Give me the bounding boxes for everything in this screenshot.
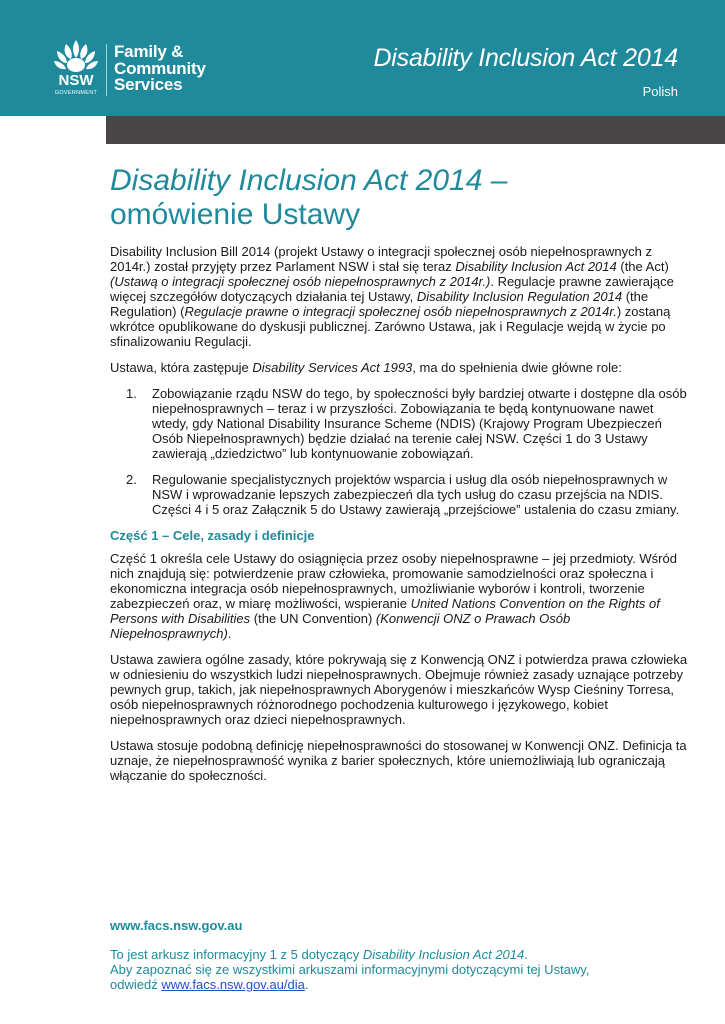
definition-paragraph: Ustawa stosuje podobną definicję niepełnosprawności do stosowanej w Konwencji ONZ. Definicja ta uznaje, że niepełnosprawność wynika z barier społecznych, które uniemożliwiają lub ograniczają włączanie do społeczności.	[110, 738, 687, 783]
text-run: .	[304, 977, 309, 992]
footer-website: www.facs.nsw.gov.au	[110, 918, 243, 933]
text-run: . Regulacje prawne zawierające więcej szczegółów dotyczących działania tej Ustawy,	[110, 274, 674, 304]
document-body	[110, 244, 690, 794]
footer-line	[110, 947, 670, 962]
text-run: (the Act)	[616, 259, 669, 274]
list-item-text: Zobowiązanie rządu NSW do tego, by społeczności były bardziej otwarte i dostępne dla osób niepełnosprawnych – teraz i w przyszłości. Zobowiązania te będą kontynuowane nawet wtedy, gdy National Disability Insurance Scheme (NDIS) (Krajowy Program Ubezpieczeń Osób Niepełnosprawnych) będzie działać na terenie całej NSW. Części 1 do 3 Ustawy zawierają „dziedzictwo” lub kontynuowanie zobowiązań.	[152, 386, 687, 461]
part1-paragraph	[110, 551, 690, 641]
org-name-line: Services	[114, 75, 183, 94]
page-title-line1: Disability Inclusion Act 2014 –	[110, 164, 508, 197]
dia-link[interactable]: www.facs.nsw.gov.au/dia	[161, 977, 305, 992]
logo-divider	[106, 44, 107, 96]
text-run: Część 1 określa cele Ustawy do osiągnięcia przez osoby niepełnosprawne – jej przedmioty. Wśród nich znajdują się: potwierdzenie praw człowieka, promowanie samodzielności oraz społeczna i ekonomiczna integracja osób niepełnosprawnych, umożliwianie wyborów i kontroli, tworzenie zabezpieczeń oraz, w miarę możliwości, wspieranie	[110, 551, 677, 611]
text-run: (the Regulation) (	[110, 289, 649, 319]
banner-title: Disability Inclusion Act 2014	[373, 44, 678, 72]
text-run: Disability Inclusion Bill 2014 (projekt Ustawy o integracji społecznej osób niepełnosprawnych z 2014r.) został przyjęty przez Parlament NSW i stał się teraz	[110, 244, 652, 274]
text-run: .	[524, 947, 528, 962]
org-name	[114, 44, 206, 94]
text-run-italic: Disability Inclusion Act 2014	[362, 947, 525, 962]
list-item	[110, 386, 690, 461]
list-number: 2.	[126, 472, 137, 487]
text-run: ) zostaną wkrótce opublikowane do dyskusji publicznej. Zarówno Ustawa, jak i Regulacje wejdą w życie po sfinalizowaniu Regulacji.	[110, 304, 671, 349]
page-title-line2: omówienie Ustawy	[110, 198, 361, 231]
nsw-waratah-logo-icon	[46, 38, 106, 100]
roles-list	[110, 386, 690, 517]
text-run: Ustawa, która zastępuje	[110, 360, 253, 375]
list-number: 1.	[126, 386, 137, 401]
header-dark-bar	[106, 116, 725, 144]
principles-paragraph: Ustawa zawiera ogólne zasady, które pokrywają się z Konwencją ONZ i potwierdza prawa człowieka w odniesieniu do wszystkich ludzi niepełnosprawnych. Obejmuje również zasady uznające potrzeby pewnych grup, takich, jak niepełnosprawnych Aborygenów i mieszkańców Wysp Cieśniny Torresa, osób niepełnosprawnych różnorodnego pochodzenia kulturowego i językowego, kobiet niepełnosprawnych oraz dzieci niepełnosprawnych.	[110, 652, 688, 727]
list-item-text: Regulowanie specjalistycznych projektów wsparcia i usług dla osób niepełnosprawnych w NSW i wprowadzanie lepszych zabezpieczeń dla tych usług do czasu przejścia na NDIS. Części 4 i 5 oraz Załącznik 5 do Ustawy zawierają „przejściowe” ustalenia do czasu zmiany.	[152, 472, 680, 517]
language-label: Polish	[642, 84, 678, 99]
org-name-line: Family &	[114, 42, 184, 61]
section-heading: Część 1 – Cele, zasady i definicje	[110, 528, 315, 543]
text-run-italic: Disability Inclusion Act 2014	[455, 259, 617, 274]
text-run-italic: Regulacje prawne o integracji społecznej osób niepełnosprawnych z 2014r.	[184, 304, 617, 319]
page-title	[110, 164, 690, 232]
logo-government-text: GOVERNMENT	[54, 90, 98, 96]
footer-line: Aby zapoznać się ze wszystkimi arkuszami informacyjnymi dotyczącymi tej Ustawy,	[110, 962, 590, 977]
text-run-italic: (Konwencji ONZ o Prawach Osób Niepełnosprawnych)	[110, 611, 571, 641]
footer-note	[110, 947, 670, 992]
text-run: .	[227, 626, 232, 641]
text-run: (the UN Convention)	[250, 611, 376, 626]
footer-line	[110, 977, 670, 992]
org-name-line: Community	[114, 58, 206, 78]
text-run-italic: (Ustawą o integracji społecznej osób niepełnosprawnych z 2014r.)	[110, 274, 491, 289]
replaces-paragraph	[110, 360, 690, 375]
text-run-italic: Disability Inclusion Regulation 2014	[416, 289, 623, 304]
footer	[110, 918, 670, 992]
header-banner	[0, 0, 725, 116]
text-run: odwiedź	[110, 977, 162, 992]
logo-nsw-text: NSW	[58, 72, 94, 89]
list-item	[110, 472, 690, 517]
text-run-italic: Disability Services Act 1993	[252, 360, 413, 375]
text-run: , ma do spełnienia dwie główne role:	[412, 360, 622, 375]
text-run-italic: United Nations Convention on the Rights of Persons with Disabilities	[110, 596, 660, 626]
intro-paragraph	[110, 244, 690, 349]
text-run: To jest arkusz informacyjny 1 z 5 dotyczący	[110, 947, 363, 962]
